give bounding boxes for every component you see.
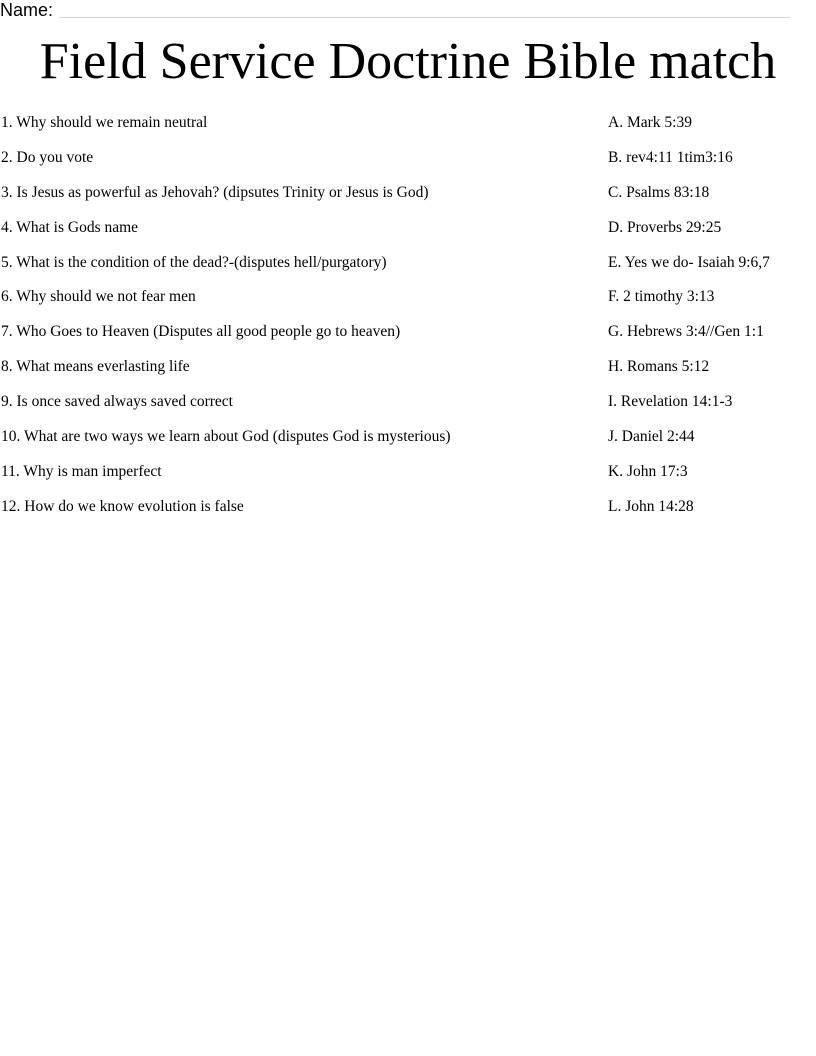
answer-item: B. rev4:11 1tim3:16: [608, 148, 733, 166]
question-item: 12. How do we know evolution is false: [1, 497, 244, 515]
answer-item: G. Hebrews 3:4//Gen 1:1: [608, 323, 764, 341]
answer-item: A. Mark 5:39: [608, 114, 692, 131]
question-list: [1, 113, 591, 532]
name-blank-line: [59, 0, 790, 18]
answer-item: K. John 17:3: [608, 462, 688, 480]
question-item: 4. What is Gods name: [1, 218, 139, 236]
question-item: 9. Is once saved always saved correct: [1, 393, 233, 411]
question-item: 3. Is Jesus as powerful as Jehovah? (dipsutes Trinity or Jesus is God): [1, 183, 429, 201]
answer-item: J. Daniel 2:44: [608, 428, 695, 446]
name-label: Name:: [0, 0, 54, 20]
question-item: 6. Why should we not fear men: [1, 288, 196, 306]
answer-item: L. John 14:28: [608, 497, 694, 515]
worksheet-title: Field Service Doctrine Bible match: [39, 33, 777, 90]
question-item: 11. Why is man imperfect: [1, 462, 162, 480]
answer-list: [608, 113, 813, 532]
answer-item: I. Revelation 14:1-3: [608, 393, 733, 411]
question-item: 8. What means everlasting life: [1, 358, 190, 376]
answer-item: F. 2 timothy 3:13: [608, 288, 715, 306]
answer-item: H. Romans 5:12: [608, 358, 710, 376]
question-item: 10. What are two ways we learn about God (disputes God is mysterious): [1, 428, 451, 446]
question-item: 1. Why should we remain neutral: [1, 114, 208, 131]
question-item: 5. What is the condition of the dead?-(disputes hell/purgatory): [1, 253, 387, 271]
name-row: [0, 0, 790, 20]
question-item: 2. Do you vote: [1, 148, 94, 166]
answer-item: E. Yes we do- Isaiah 9:6,7: [608, 253, 770, 271]
question-item: 7. Who Goes to Heaven (Disputes all good people go to heaven): [1, 323, 401, 341]
answer-item: C. Psalms 83:18: [608, 183, 710, 201]
answer-item: D. Proverbs 29:25: [608, 218, 722, 236]
